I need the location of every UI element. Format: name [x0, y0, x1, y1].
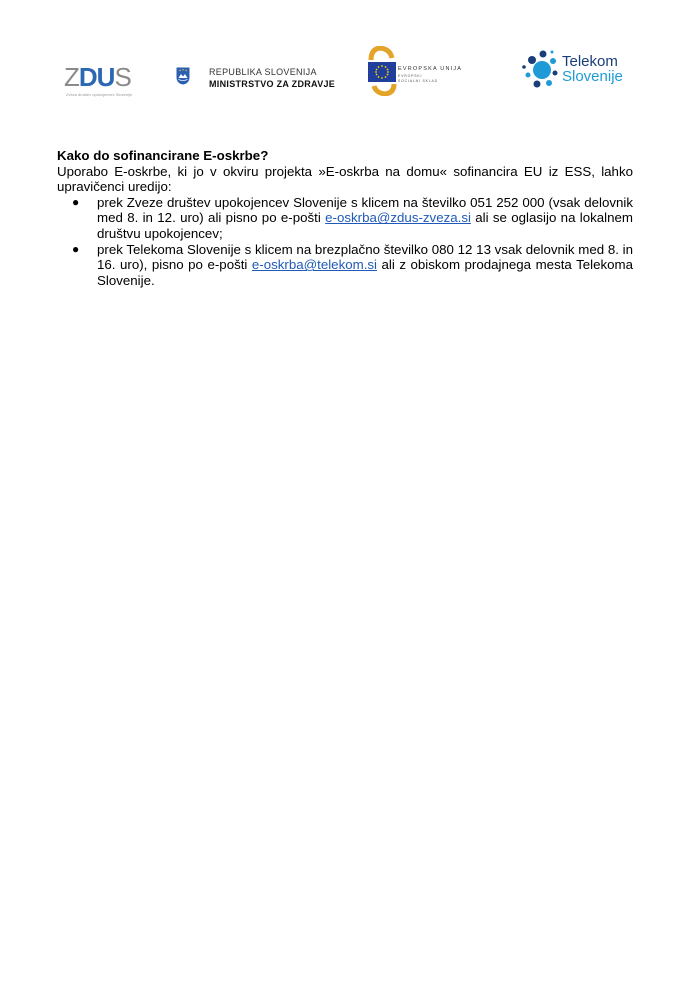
eu-line2: EVROPSKI [398, 74, 423, 78]
ministry-line1: REPUBLIKA SLOVENIJA [209, 67, 317, 77]
eu-line3: SOCIALNI SKLAD [398, 79, 438, 83]
eu-esf-logo [368, 46, 468, 96]
intro-paragraph: Uporabo E-oskrbe, ki jo v okviru projekta »E-oskrba na domu« sofinancira EU iz ESS, lahko upravičenci uredijo: [57, 163, 633, 195]
bullet-icon: ● [72, 241, 80, 256]
zdus-logo-tagline: Zveza društev upokojencev Slovenije [66, 92, 133, 97]
bullet-icon: ● [72, 194, 80, 209]
list-item [72, 194, 633, 242]
email-link-telekom[interactable]: e-oskrba@telekom.si [251, 257, 377, 273]
zdus-logo-letters-du: DU [78, 62, 115, 92]
telekom-logo [518, 46, 628, 96]
eu-line1: EVROPSKA UNIJA [398, 66, 463, 72]
list-item [72, 241, 633, 289]
zdus-logo-letter-s: S [114, 62, 131, 92]
document-body [57, 148, 633, 288]
logo-header [0, 40, 700, 110]
list-item-text: prek Telekoma Slovenije s klicem na brezplačno številko 080 12 13 vsak delovnik med 8. in 16. uro), pisno po e-pošti [97, 241, 633, 273]
zdus-logo-letter-z: Z [64, 62, 79, 92]
telekom-line1: Telekom [562, 53, 618, 70]
telekom-line2: Slovenije [562, 68, 623, 85]
zdus-logo [64, 62, 144, 98]
contact-options-list [57, 195, 633, 289]
email-link-zdus[interactable]: e-oskrba@zdus-zveza.si [325, 210, 471, 226]
telekom-dots-icon [518, 48, 560, 92]
eu-flag-icon [368, 62, 396, 82]
list-item-text: ali z obiskom prodajnega mesta Telekoma Slovenije. [97, 257, 633, 288]
ministry-logo [176, 65, 336, 95]
list-item-text: prek Zveze društev upokojencev Slovenije s klicem na številko 051 252 000 (vsak delovnik med 8. in 12. uro) ali pisno po e-pošti [97, 194, 633, 226]
ministry-line2: MINISTRSTVO ZA ZDRAVJE [209, 79, 336, 89]
section-heading: Kako do sofinancirane E-oskrbe? [57, 148, 269, 163]
list-item-text: ali se oglasijo na lokalnem društvu upokojencev; [97, 210, 633, 241]
slovenia-crest-icon [176, 67, 190, 85]
